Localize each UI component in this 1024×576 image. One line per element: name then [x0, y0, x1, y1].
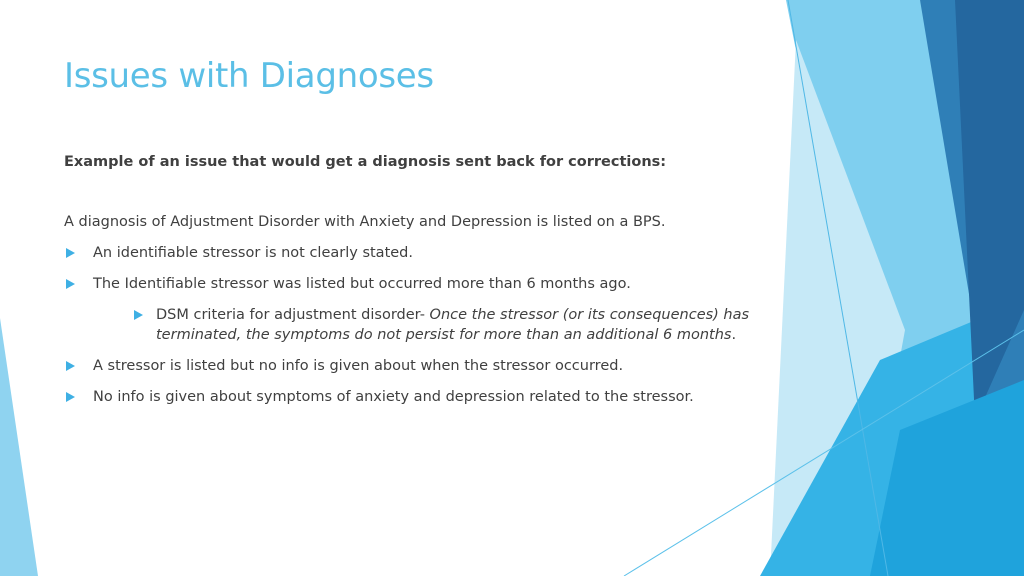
list-item-text: A stressor is listed but no info is given about when the stressor occurred.	[93, 358, 624, 374]
sub-item-italic-quote: Once the stressor (or its consequences) has terminated, the symptoms do not persist for more than an additional 6 months	[156, 307, 750, 343]
list-item-text: No info is given about symptoms of anxiety and depression related to the stressor.	[93, 389, 694, 405]
diagnosis-paragraph: A diagnosis of Adjustment Disorder with Anxiety and Depression is listed on a BPS.	[64, 214, 666, 230]
slide-body	[64, 152, 764, 418]
sub-bullet-arrow-icon	[134, 310, 143, 320]
list-item	[64, 274, 764, 345]
sub-list-item	[122, 305, 764, 345]
list-item-text: The Identifiable stressor was listed but occurred more than 6 months ago.	[93, 276, 631, 292]
bullet-arrow-icon	[66, 392, 75, 402]
sub-bullet-list	[93, 305, 764, 345]
intro-text: Example of an issue that would get a diagnosis sent back for corrections:	[64, 154, 667, 170]
list-item	[64, 387, 764, 407]
bullet-arrow-icon	[66, 248, 75, 258]
bullet-list	[64, 243, 764, 407]
sub-item-prefix: DSM criteria for adjustment disorder-	[156, 307, 430, 323]
sub-item-suffix: .	[731, 327, 737, 343]
bullet-arrow-icon	[66, 279, 75, 289]
left-accent-shape	[0, 318, 38, 576]
list-item	[64, 243, 764, 263]
list-item	[64, 356, 764, 376]
list-item-text: An identifiable stressor is not clearly stated.	[93, 245, 413, 261]
bullet-arrow-icon	[66, 361, 75, 371]
slide-title: Issues with Diagnoses	[64, 56, 434, 96]
